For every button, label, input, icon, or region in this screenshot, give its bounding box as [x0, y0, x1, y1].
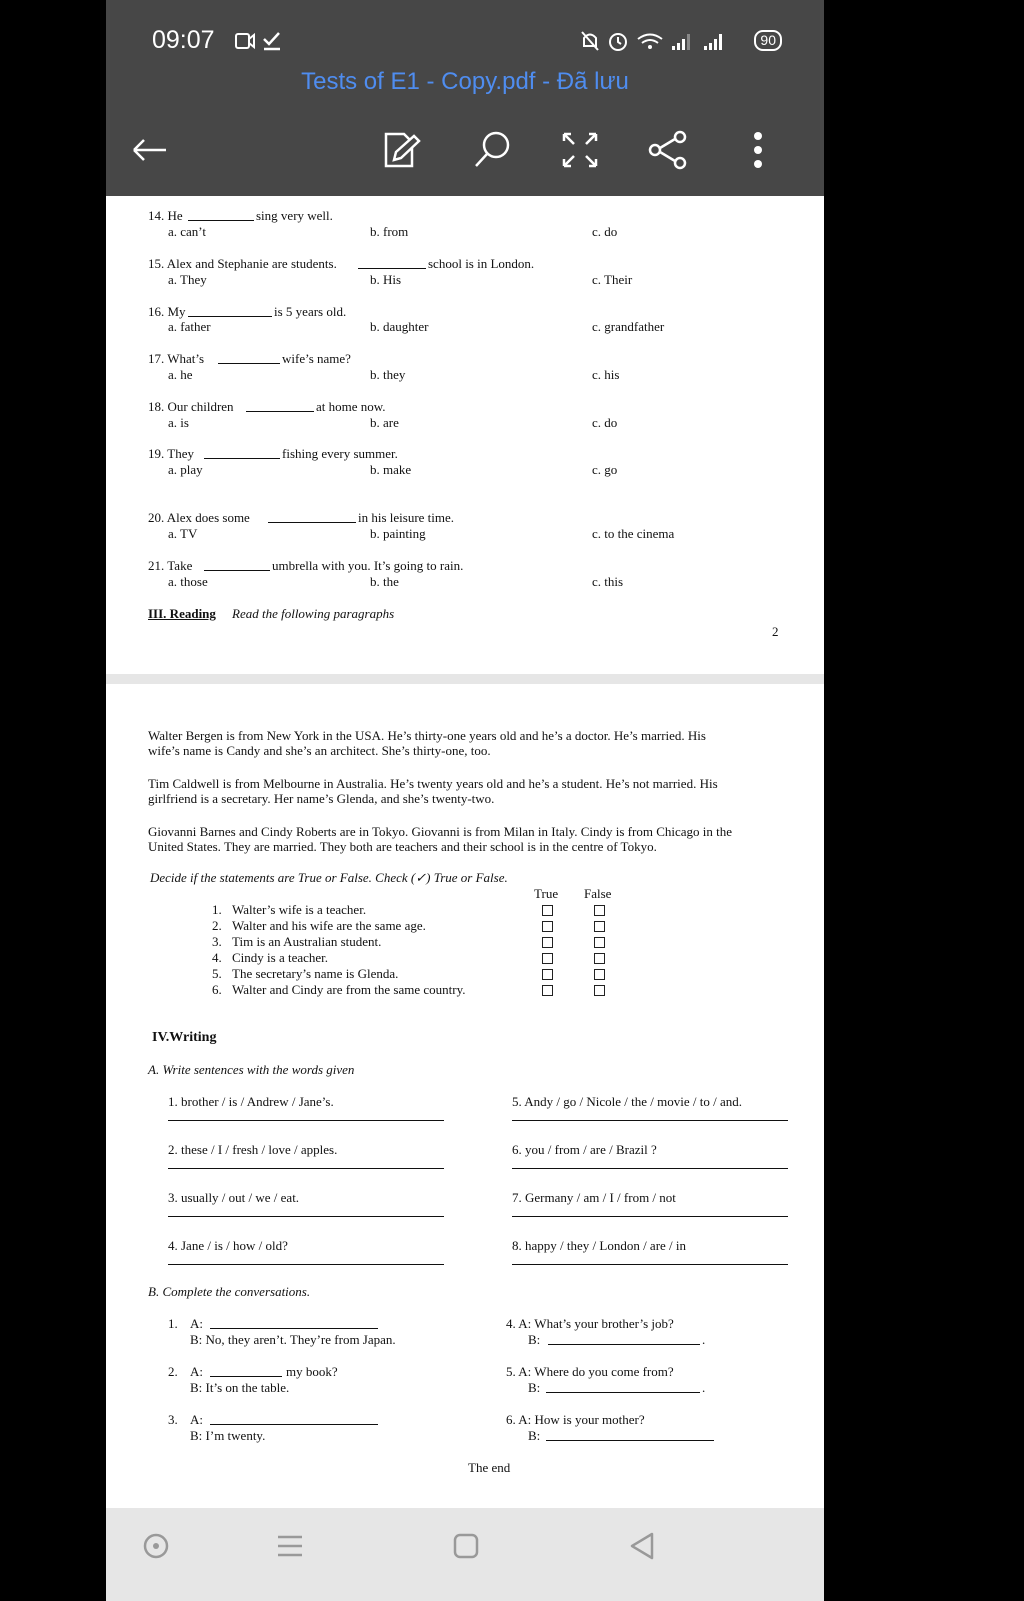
statement-text: Tim is an Australian student. — [232, 934, 382, 949]
option-c: c. do — [592, 224, 618, 239]
paragraph-line: United States. They are married. They both are teachers and their school is in the centre of Tokyo. — [148, 839, 657, 854]
more-options-icon[interactable] — [736, 128, 780, 172]
reading-heading: III. Reading — [148, 606, 216, 621]
conversation-b-line: B: It’s on the table. — [190, 1380, 290, 1395]
false-checkbox[interactable] — [594, 937, 605, 948]
question-stem: 19. They — [148, 446, 194, 461]
question-stem-end: in his leisure time. — [358, 510, 455, 525]
sentence-prompt: 8. happy / they / London / are / in — [512, 1238, 687, 1253]
sentence-prompt: 5. Andy / go / Nicole / the / movie / to / and. — [512, 1094, 743, 1109]
false-column-header: False — [584, 886, 612, 901]
false-checkbox[interactable] — [594, 969, 605, 980]
option-a: a. play — [168, 462, 203, 477]
sentence-prompt: 2. these / I / fresh / love / apples. — [168, 1142, 338, 1157]
conversation-b-label: B: — [528, 1428, 541, 1443]
option-c: c. to the cinema — [592, 526, 675, 541]
reading-instruction: Read the following paragraphs — [232, 606, 395, 621]
false-checkbox[interactable] — [594, 921, 605, 932]
conversation-number: 2. — [168, 1364, 178, 1379]
statement-number: 2. — [212, 918, 222, 933]
true-checkbox[interactable] — [542, 969, 553, 980]
conversation-a-line: 4. A: What’s your brother’s job? — [506, 1316, 674, 1331]
conversation-a-tail: my book? — [286, 1364, 338, 1379]
conversation-dot: . — [702, 1332, 706, 1347]
back-triangle-icon[interactable] — [622, 1526, 662, 1566]
battery-indicator: 90 — [754, 30, 782, 51]
statement-text: Cindy is a teacher. — [232, 950, 329, 965]
paragraph-line: wife’s name is Candy and she’s an architect. She’s thirty-one, too. — [148, 743, 491, 758]
conversation-a-label: A: — [190, 1316, 203, 1331]
writing-section-a: A. Write sentences with the words given — [148, 1062, 355, 1077]
phone-screen — [106, 0, 824, 1601]
statement-text: Walter’s wife is a teacher. — [232, 902, 367, 917]
sentence-prompt: 6. you / from / are / Brazil ? — [512, 1142, 657, 1157]
option-a: a. can’t — [168, 224, 207, 239]
statement-number: 6. — [212, 982, 222, 997]
option-a: a. those — [168, 574, 208, 589]
status-icons-left — [234, 30, 290, 57]
paragraph-line: Giovanni Barnes and Cindy Roberts are in Tokyo. Giovanni is from Milan in Italy. Cindy is from Chicago in the — [148, 824, 733, 839]
status-icons-right — [580, 30, 782, 52]
option-c: c. this — [592, 574, 624, 589]
statement-number: 3. — [212, 934, 222, 949]
conversation-b-label: B: — [528, 1332, 541, 1347]
statement-number: 1. — [212, 902, 222, 917]
false-checkbox[interactable] — [594, 953, 605, 964]
back-arrow-icon[interactable] — [128, 128, 172, 172]
edit-document-icon[interactable] — [378, 128, 422, 172]
option-b: b. painting — [370, 526, 426, 541]
question-stem-end: at home now. — [316, 399, 386, 414]
notification-icons — [234, 30, 290, 52]
option-b: b. are — [370, 415, 399, 430]
home-square-icon[interactable] — [446, 1526, 486, 1566]
paragraph-line: girlfriend is a secretary. Her name’s Glenda, and she’s twenty-two. — [148, 791, 495, 806]
pdf-page-1[interactable] — [106, 196, 824, 674]
question-stem: 15. Alex and Stephanie are students. — [148, 256, 337, 271]
search-icon[interactable] — [470, 128, 514, 172]
question-stem: 16. My — [148, 304, 186, 319]
option-b: b. daughter — [370, 319, 429, 334]
true-checkbox[interactable] — [542, 937, 553, 948]
option-c: c. his — [592, 367, 620, 382]
app-toolbar — [106, 0, 824, 196]
the-end-text: The end — [468, 1460, 511, 1475]
question-stem-end: umbrella with you. It’s going to rain. — [272, 558, 464, 573]
sentence-prompt: 3. usually / out / we / eat. — [168, 1190, 300, 1205]
conversation-dot: . — [702, 1380, 706, 1395]
recent-apps-icon[interactable] — [270, 1526, 310, 1566]
conversation-b-line: B: I’m twenty. — [190, 1428, 266, 1443]
assistant-circle-icon[interactable] — [136, 1526, 176, 1566]
true-checkbox[interactable] — [542, 953, 553, 964]
question-stem-end: is 5 years old. — [274, 304, 347, 319]
paragraph-line: Walter Bergen is from New York in the USA. He’s thirty-one years old and he’s a doctor. He’s married. His — [148, 728, 706, 743]
question-stem-end: fishing every summer. — [282, 446, 398, 461]
question-stem: 21. Take — [148, 558, 193, 573]
conversation-number: 3. — [168, 1412, 178, 1427]
signal-icons — [580, 30, 750, 52]
question-stem-end: sing very well. — [256, 208, 333, 223]
conversation-b-line: B: No, they aren’t. They’re from Japan. — [190, 1332, 396, 1347]
writing-heading: IV.Writing — [152, 1030, 217, 1045]
option-c: c. Their — [592, 272, 633, 287]
conversation-number: 1. — [168, 1316, 178, 1331]
share-icon[interactable] — [646, 128, 690, 172]
question-stem-end: wife’s name? — [282, 351, 351, 366]
option-c: c. grandfather — [592, 319, 665, 334]
option-b: b. His — [370, 272, 402, 287]
option-b: b. from — [370, 224, 409, 239]
question-stem-end: school is in London. — [428, 256, 535, 271]
statement-number: 5. — [212, 966, 222, 981]
paragraph-line: Tim Caldwell is from Melbourne in Australia. He’s twenty years old and he’s a student. He’s not married. His — [148, 776, 718, 791]
sentence-prompt: 7. Germany / am / I / from / not — [512, 1190, 676, 1205]
pdf-page-2[interactable] — [106, 684, 824, 1508]
true-column-header: True — [534, 886, 559, 901]
android-nav-bar — [106, 1508, 824, 1601]
statement-text: Walter and Cindy are from the same country. — [232, 982, 466, 997]
true-false-instruction: Decide if the statements are True or False. Check (✓) True or False. — [150, 870, 508, 885]
conversation-a-line: 6. A: How is your mother? — [506, 1412, 645, 1427]
option-a: a. is — [168, 415, 189, 430]
statement-text: Walter and his wife are the same age. — [232, 918, 426, 933]
sentence-prompt: 4. Jane / is / how / old? — [168, 1238, 288, 1253]
false-checkbox[interactable] — [594, 985, 605, 996]
option-c: c. do — [592, 415, 618, 430]
page-number: 2 — [772, 624, 779, 639]
option-b: b. make — [370, 462, 412, 477]
false-checkbox[interactable] — [594, 905, 605, 916]
conversation-a-label: A: — [190, 1364, 203, 1379]
document-title: Tests of E1 - Copy.pdf - Đã lưu — [301, 68, 629, 95]
question-stem: 18. Our children — [148, 399, 234, 414]
conversation-a-line: 5. A: Where do you come from? — [506, 1364, 674, 1379]
question-stem: 20. Alex does some — [148, 510, 250, 525]
option-a: a. father — [168, 319, 211, 334]
question-stem: 14. He — [148, 208, 183, 223]
conversation-a-label: A: — [190, 1412, 203, 1427]
fullscreen-icon[interactable] — [558, 128, 602, 172]
true-checkbox[interactable] — [542, 985, 553, 996]
statement-number: 4. — [212, 950, 222, 965]
statement-text: The secretary’s name is Glenda. — [232, 966, 399, 981]
question-stem: 17. What’s — [148, 351, 205, 366]
writing-section-b: B. Complete the conversations. — [148, 1284, 311, 1299]
true-checkbox[interactable] — [542, 905, 553, 916]
status-time: 09:07 — [152, 26, 215, 54]
option-a: a. TV — [168, 526, 198, 541]
sentence-prompt: 1. brother / is / Andrew / Jane’s. — [168, 1094, 334, 1109]
option-b: b. the — [370, 574, 399, 589]
option-a: a. They — [168, 272, 207, 287]
option-c: c. go — [592, 462, 618, 477]
option-a: a. he — [168, 367, 193, 382]
conversation-b-label: B: — [528, 1380, 541, 1395]
option-b: b. they — [370, 367, 406, 382]
true-checkbox[interactable] — [542, 921, 553, 932]
